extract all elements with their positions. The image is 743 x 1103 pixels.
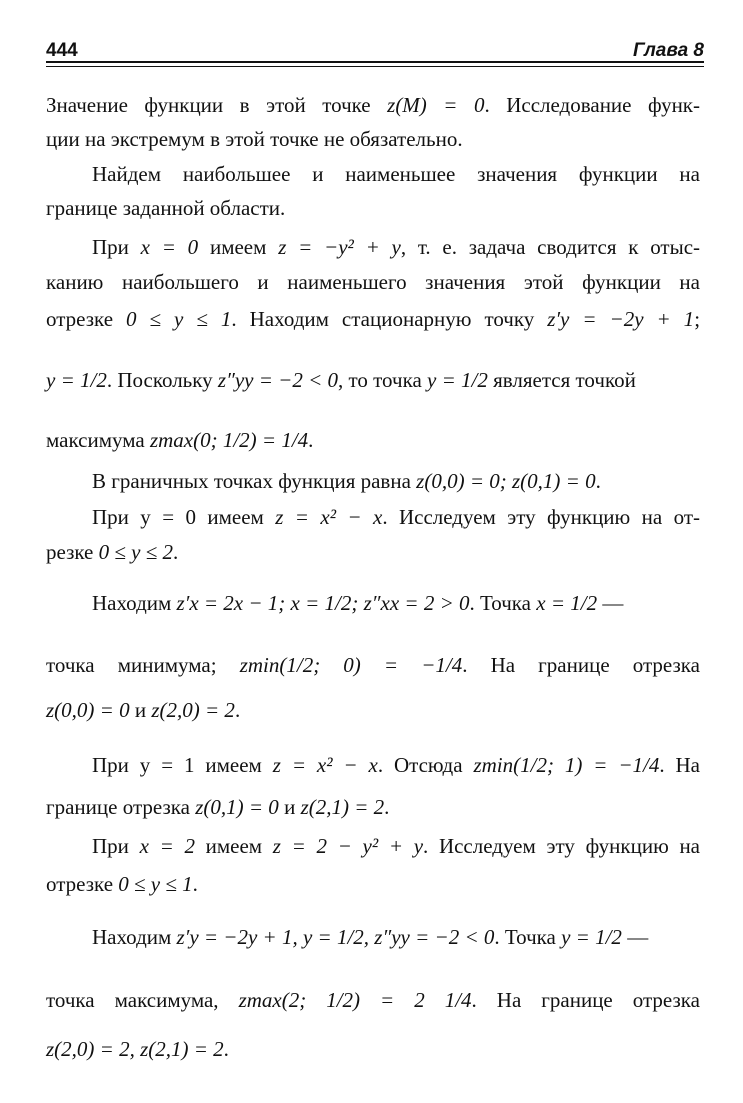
text-seg: точка максимума,	[46, 988, 219, 1012]
math-zmin2: zmin(1/2; 1) = −1/4	[473, 753, 660, 777]
text-line-11	[92, 503, 700, 543]
text-seg: имеем	[205, 834, 263, 858]
text-seg: . Находим стационарную точку	[231, 307, 535, 331]
text-line-8	[46, 355, 700, 405]
text-seg: На границе отрезка	[490, 653, 700, 677]
text-seg: .	[234, 698, 241, 722]
text-seg: . Поскольку	[106, 368, 213, 392]
text-line-22	[46, 1035, 700, 1075]
math-z21: z(2,1) = 2	[300, 795, 385, 819]
text-seg: ции на экстремум в этой точке не обязательно.	[46, 127, 463, 151]
text-seg: ;	[694, 307, 701, 331]
text-seg: Точка	[480, 591, 531, 615]
text-line-12	[46, 538, 700, 578]
math-z20: z(2,0) = 2	[151, 698, 235, 722]
header-rule-thick	[46, 61, 704, 63]
text-line-20	[92, 912, 700, 962]
text-line-13	[92, 578, 700, 628]
text-seg: .	[659, 753, 665, 777]
math-z00: z(0,0) = 0	[46, 698, 130, 722]
text-seg: границе заданной области.	[46, 196, 286, 220]
math-zpx: z′x = 2x − 1; x = 1/2; z″xx = 2 > 0	[176, 591, 470, 615]
math-zx: z = x² − x	[275, 505, 383, 529]
text-seg: отрезке	[46, 307, 114, 331]
text-seg: и	[134, 698, 147, 722]
math-seg01: 0 ≤ y ≤ 1	[126, 307, 232, 331]
text-seg: . Исследуем эту функцию на от-	[382, 505, 700, 529]
text-seg: является точкой	[493, 368, 636, 392]
text-seg: В граничных точках функция равна	[92, 469, 411, 493]
text-seg: . Исследуем эту функцию на	[423, 834, 701, 858]
text-seg: , т. е. задача сводится к отыс-	[400, 235, 701, 259]
text-seg: При	[92, 235, 129, 259]
math-yhalf-3: y = 1/2	[561, 925, 622, 949]
text-line-2	[46, 125, 700, 165]
text-seg: .	[308, 428, 314, 452]
text-seg: , то точка	[338, 368, 422, 392]
text-seg: .	[471, 988, 477, 1012]
text-line-17	[46, 793, 700, 833]
text-seg: . Исследование функ-	[484, 93, 701, 117]
math-zmax1: zmax(0; 1/2) = 1/4	[149, 428, 309, 452]
text-seg: точка минимума;	[46, 653, 217, 677]
math-x0: x = 0	[140, 235, 199, 259]
text-seg: На границе отрезка	[496, 988, 700, 1012]
text-seg: и	[284, 795, 296, 819]
text-seg: .	[384, 795, 390, 819]
text-seg: резке	[46, 540, 94, 564]
text-seg: .	[494, 925, 500, 949]
math-xhalf: x = 1/2	[536, 591, 598, 615]
chapter-title: Глава 8	[633, 40, 704, 61]
text-seg: канию наибольшего и наименьшего значения этой функции на	[46, 270, 700, 294]
text-line-9	[46, 415, 700, 465]
math-zmax2: zmax(2; 1/2) = 2 1/4	[238, 988, 472, 1012]
math-z2y: z = 2 − y² + y	[272, 834, 424, 858]
text-seg: При y = 0 имеем	[92, 505, 264, 529]
text-seg: максимума	[46, 428, 145, 452]
text-seg: Находим	[92, 591, 172, 615]
math-zM0: z(M) = 0	[387, 93, 485, 117]
math-zmin1: zmin(1/2; 0) = −1/4	[239, 653, 463, 677]
text-line-19	[46, 870, 700, 910]
text-seg: . Отсюда	[377, 753, 463, 777]
text-seg: .	[192, 872, 198, 896]
text-line-5	[92, 233, 700, 273]
dash: —	[627, 925, 649, 949]
text-seg: .	[173, 540, 179, 564]
text-line-16	[92, 740, 700, 790]
text-line-21	[46, 975, 700, 1025]
text-seg: .	[462, 653, 468, 677]
math-seg02: 0 ≤ y ≤ 2	[98, 540, 173, 564]
dash: —	[602, 591, 624, 615]
text-seg: .	[223, 1037, 229, 1061]
page-number: 444	[46, 40, 78, 61]
text-seg: имеем	[209, 235, 267, 259]
math-z01: z(0,1) = 0	[195, 795, 279, 819]
text-line-7	[46, 305, 700, 345]
math-seg01-2: 0 ≤ y ≤ 1	[118, 872, 193, 896]
text-seg: отрезке	[46, 872, 114, 896]
text-seg: Точка	[504, 925, 556, 949]
math-zy: z = −y² + y	[278, 235, 401, 259]
text-seg: При y = 1 имеем	[92, 753, 262, 777]
text-seg: .	[595, 469, 601, 493]
math-zpy2: z′y = −2y + 1, y = 1/2, z″yy = −2 < 0	[176, 925, 495, 949]
text-line-10	[92, 467, 700, 507]
text-seg: Найдем наибольшее и наименьшее значения функции на	[92, 162, 700, 186]
text-line-4	[46, 194, 700, 234]
text-seg: границе отрезка	[46, 795, 190, 819]
text-seg: Находим	[92, 925, 172, 949]
text-seg: Значение функции в этой точке	[46, 93, 371, 117]
text-line-6	[46, 268, 700, 308]
text-line-18	[92, 832, 700, 872]
math-z20-z21: z(2,0) = 2, z(2,1) = 2	[46, 1037, 224, 1061]
math-zpy: z′y = −2y + 1	[547, 307, 695, 331]
math-zpyy: z″yy = −2 < 0	[217, 368, 338, 392]
math-yhalf-2: y = 1/2	[427, 368, 488, 392]
math-x2: x = 2	[139, 834, 195, 858]
text-line-14	[46, 640, 700, 690]
header-rule-thin	[46, 66, 704, 67]
math-zx-2: z = x² − x	[272, 753, 378, 777]
math-z00-z01: z(0,0) = 0; z(0,1) = 0	[416, 469, 596, 493]
text-seg: На	[675, 753, 700, 777]
text-seg: При	[92, 834, 129, 858]
text-seg: .	[469, 591, 475, 615]
math-yhalf: y = 1/2	[46, 368, 107, 392]
text-line-15	[46, 696, 700, 736]
